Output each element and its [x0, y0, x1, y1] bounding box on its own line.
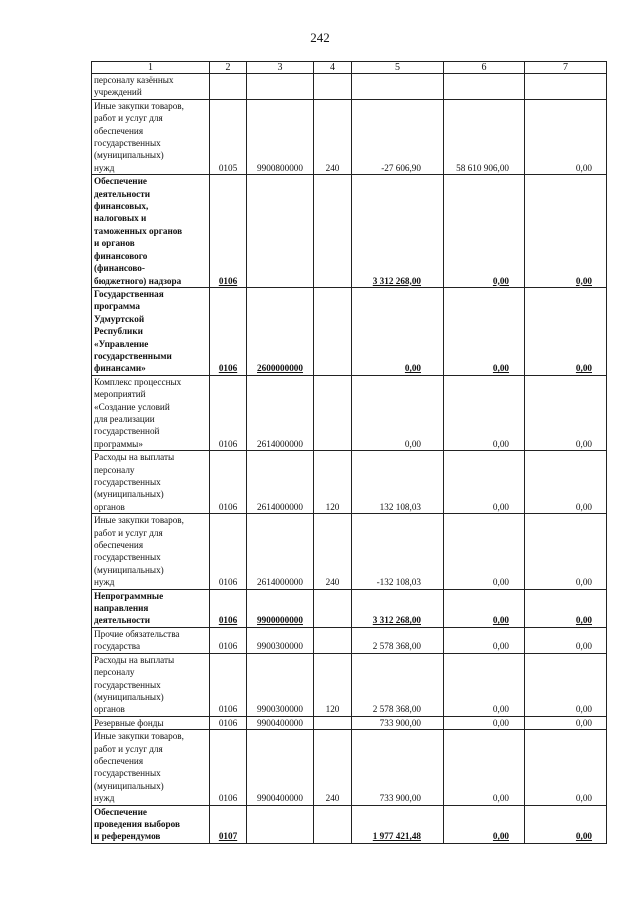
- row-amount-col7-text: 0,00: [575, 717, 592, 728]
- row-name: [92, 451, 210, 514]
- row-expense-type-text: 240: [325, 793, 340, 804]
- row-amount-col5-text: 132 108,03: [379, 501, 421, 512]
- row-amount-col7: [525, 716, 607, 729]
- row-target-code: [247, 730, 314, 805]
- row-amount-col7: [525, 287, 607, 375]
- row-expense-type: [314, 589, 352, 627]
- row-amount-col5: [352, 716, 444, 729]
- row-expense-type-text: 120: [325, 501, 340, 512]
- row-target-code-text: 2614000000: [257, 501, 303, 512]
- row-name-text: персоналу казённых учреждений: [94, 75, 174, 98]
- row-amount-col6: [444, 589, 525, 627]
- row-amount-col5-text: 0,00: [404, 438, 421, 449]
- row-section-code: [210, 451, 247, 514]
- row-expense-type: [314, 287, 352, 375]
- row-section-code: [210, 375, 247, 450]
- row-amount-col5: [352, 99, 444, 174]
- row-amount-col7: [525, 805, 607, 843]
- table-row: [92, 653, 607, 716]
- row-amount-col7: [525, 730, 607, 805]
- row-name: [92, 653, 210, 716]
- row-expense-type: [314, 805, 352, 843]
- row-target-code-text: 9900300000: [257, 704, 303, 715]
- row-expense-type: [314, 451, 352, 514]
- row-section-code-text: 0106: [218, 577, 238, 588]
- row-amount-col5-text: 733 900,00: [379, 793, 421, 804]
- row-name: [92, 287, 210, 375]
- row-amount-col5: [352, 514, 444, 589]
- row-name-text: Иные закупки товаров, работ и услуг для обеспечения государственных (муниципальных) нужд: [94, 100, 184, 173]
- row-amount-col6-text: 0,00: [492, 275, 509, 286]
- row-target-code-text: 2614000000: [257, 438, 303, 449]
- row-section-code-text: 0106: [218, 717, 238, 728]
- row-amount-col6-text: 0,00: [492, 641, 509, 652]
- row-amount-col6: [444, 716, 525, 729]
- row-target-code-text: 2614000000: [257, 577, 303, 588]
- row-amount-col5-text: -27 606,90: [381, 162, 421, 173]
- row-amount-col7-text: 0,00: [575, 438, 592, 449]
- row-name-text: Прочие обязательства государства: [94, 628, 180, 652]
- row-amount-col5-text: 733 900,00: [379, 717, 421, 728]
- column-header: 1: [92, 62, 210, 74]
- row-amount-col6: [444, 627, 525, 653]
- row-name: [92, 175, 210, 288]
- row-section-code: [210, 175, 247, 288]
- row-amount-col5: [352, 451, 444, 514]
- row-amount-col7: [525, 514, 607, 589]
- row-amount-col5-text: -132 108,03: [376, 577, 421, 588]
- row-expense-type: [314, 653, 352, 716]
- row-amount-col5: [352, 627, 444, 653]
- row-amount-col6-text: 0,00: [492, 831, 509, 842]
- row-section-code: [210, 730, 247, 805]
- row-amount-col7: [525, 175, 607, 288]
- row-section-code: [210, 74, 247, 100]
- row-amount-col7-text: 0,00: [575, 162, 592, 173]
- row-amount-col6: [444, 730, 525, 805]
- row-section-code-text: 0106: [218, 641, 238, 652]
- row-name: [92, 627, 210, 653]
- row-name: [92, 74, 210, 100]
- table-row: [92, 627, 607, 653]
- row-target-code-text: 2600000000: [257, 363, 303, 374]
- row-amount-col5: [352, 805, 444, 843]
- row-section-code-text: 0106: [218, 501, 238, 512]
- row-amount-col6-text: 0,00: [492, 615, 509, 626]
- row-target-code: [247, 805, 314, 843]
- row-expense-type: [314, 627, 352, 653]
- table-row: [92, 514, 607, 589]
- row-amount-col6: [444, 287, 525, 375]
- row-target-code-text: 9900800000: [257, 162, 303, 173]
- row-target-code: [247, 589, 314, 627]
- row-name-text: Непрограммные направления деятельности: [94, 590, 164, 626]
- row-amount-col6: [444, 74, 525, 100]
- row-amount-col7-text: 0,00: [575, 704, 592, 715]
- row-expense-type: [314, 514, 352, 589]
- row-name: [92, 99, 210, 174]
- row-amount-col5: [352, 175, 444, 288]
- table-row: [92, 805, 607, 843]
- row-amount-col6-text: 0,00: [492, 793, 509, 804]
- row-amount-col6-text: 0,00: [492, 501, 509, 512]
- column-header: 7: [525, 62, 607, 74]
- row-section-code: [210, 589, 247, 627]
- row-amount-col5: [352, 589, 444, 627]
- row-target-code: [247, 74, 314, 100]
- row-amount-col6: [444, 514, 525, 589]
- row-amount-col7: [525, 653, 607, 716]
- column-header: 3: [247, 62, 314, 74]
- row-expense-type: [314, 375, 352, 450]
- row-section-code-text: 0106: [218, 793, 238, 804]
- row-expense-type: [314, 730, 352, 805]
- row-name: [92, 730, 210, 805]
- row-name-text: Обеспечение проведения выборов и референдумов: [94, 806, 180, 842]
- row-amount-col6-text: 0,00: [492, 704, 509, 715]
- page-number: 242: [310, 30, 330, 45]
- row-section-code-text: 0105: [218, 162, 238, 173]
- row-amount-col6-text: 0,00: [492, 577, 509, 588]
- row-target-code: [247, 375, 314, 450]
- row-target-code: [247, 653, 314, 716]
- table-row: [92, 99, 607, 174]
- row-amount-col7-text: 0,00: [575, 793, 592, 804]
- row-expense-type: [314, 175, 352, 288]
- row-amount-col7-text: 0,00: [575, 615, 592, 626]
- row-target-code-text: 9900400000: [257, 793, 303, 804]
- row-section-code-text: 0106: [218, 438, 238, 449]
- row-amount-col7-text: 0,00: [575, 275, 592, 286]
- row-amount-col5: [352, 287, 444, 375]
- row-section-code: [210, 627, 247, 653]
- row-name-text: Расходы на выплаты персоналу государственных (муниципальных) органов: [94, 654, 175, 715]
- table-row: [92, 451, 607, 514]
- row-amount-col5-text: 2 578 368,00: [372, 704, 421, 715]
- row-expense-type: [314, 74, 352, 100]
- row-section-code: [210, 653, 247, 716]
- row-target-code: [247, 287, 314, 375]
- row-name: [92, 716, 210, 729]
- table-row: [92, 375, 607, 450]
- column-header: 5: [352, 62, 444, 74]
- row-expense-type-text: 240: [325, 162, 340, 173]
- row-amount-col6-text: 0,00: [492, 438, 509, 449]
- row-name: [92, 805, 210, 843]
- row-amount-col5-text: 3 312 268,00: [372, 275, 421, 286]
- row-amount-col5: [352, 74, 444, 100]
- table-row: [92, 589, 607, 627]
- row-amount-col6-text: 58 610 906,00: [456, 162, 509, 173]
- row-amount-col5-text: 2 578 368,00: [372, 641, 421, 652]
- row-expense-type-text: 120: [325, 704, 340, 715]
- row-section-code: [210, 805, 247, 843]
- row-amount-col7: [525, 74, 607, 100]
- row-target-code: [247, 627, 314, 653]
- row-amount-col5-text: 3 312 268,00: [372, 615, 421, 626]
- row-amount-col6-text: 0,00: [492, 363, 509, 374]
- row-target-code-text: 9900300000: [257, 641, 303, 652]
- row-target-code: [247, 175, 314, 288]
- row-target-code: [247, 716, 314, 729]
- row-name-text: Иные закупки товаров, работ и услуг для обеспечения государственных (муниципальных) нужд: [94, 731, 184, 804]
- row-section-code: [210, 514, 247, 589]
- row-amount-col7: [525, 451, 607, 514]
- row-name-text: Обеспечение деятельности финансовых, налоговых и таможенных органов и органов финансового (финансово- бюджетного) надзора: [94, 176, 183, 286]
- row-amount-col6-text: 0,00: [492, 717, 509, 728]
- row-section-code: [210, 716, 247, 729]
- column-header: 6: [444, 62, 525, 74]
- row-target-code-text: 9900400000: [257, 717, 303, 728]
- row-name: [92, 589, 210, 627]
- row-amount-col5: [352, 653, 444, 716]
- row-expense-type: [314, 99, 352, 174]
- row-amount-col7: [525, 627, 607, 653]
- budget-table: [91, 61, 607, 844]
- row-name-text: Иные закупки товаров, работ и услуг для обеспечения государственных (муниципальных) нужд: [94, 515, 184, 588]
- row-amount-col7-text: 0,00: [575, 501, 592, 512]
- row-expense-type: [314, 716, 352, 729]
- row-amount-col7: [525, 99, 607, 174]
- row-amount-col6: [444, 805, 525, 843]
- row-name: [92, 375, 210, 450]
- row-target-code: [247, 514, 314, 589]
- row-amount-col6: [444, 653, 525, 716]
- row-amount-col6: [444, 99, 525, 174]
- header-row: [92, 62, 607, 74]
- row-amount-col7-text: 0,00: [575, 831, 592, 842]
- row-amount-col6: [444, 175, 525, 288]
- row-section-code-text: 0106: [218, 275, 238, 286]
- row-section-code: [210, 99, 247, 174]
- row-amount-col5: [352, 375, 444, 450]
- column-header: 4: [314, 62, 352, 74]
- row-name-text: Государственная программа Удмуртской Республики «Управление государственными финансами»: [94, 288, 172, 374]
- column-header: 2: [210, 62, 247, 74]
- row-amount-col7: [525, 375, 607, 450]
- row-name: [92, 514, 210, 589]
- row-name-text: Комплекс процессных мероприятий «Создание условий для реализации государственной программы»: [94, 376, 182, 449]
- row-amount-col6: [444, 375, 525, 450]
- row-expense-type-text: 240: [325, 577, 340, 588]
- row-amount-col7-text: 0,00: [575, 363, 592, 374]
- table-row: [92, 730, 607, 805]
- table-row: [92, 716, 607, 729]
- table-row: [92, 175, 607, 288]
- row-amount-col6: [444, 451, 525, 514]
- row-section-code-text: 0106: [218, 704, 238, 715]
- row-target-code: [247, 99, 314, 174]
- row-section-code-text: 0107: [218, 831, 238, 842]
- row-amount-col7: [525, 589, 607, 627]
- row-name-text: Резервные фонды: [94, 717, 164, 728]
- row-amount-col5-text: 1 977 421,48: [372, 831, 421, 842]
- table-row: [92, 287, 607, 375]
- row-amount-col5-text: 0,00: [404, 363, 421, 374]
- row-target-code: [247, 451, 314, 514]
- row-target-code-text: 9900000000: [257, 615, 303, 626]
- row-name-text: Расходы на выплаты персоналу государственных (муниципальных) органов: [94, 452, 175, 512]
- table-row: [92, 74, 607, 100]
- row-section-code-text: 0106: [218, 363, 238, 374]
- row-section-code-text: 0106: [218, 615, 238, 626]
- row-section-code: [210, 287, 247, 375]
- row-amount-col5: [352, 730, 444, 805]
- row-amount-col7-text: 0,00: [575, 641, 592, 652]
- row-amount-col7-text: 0,00: [575, 577, 592, 588]
